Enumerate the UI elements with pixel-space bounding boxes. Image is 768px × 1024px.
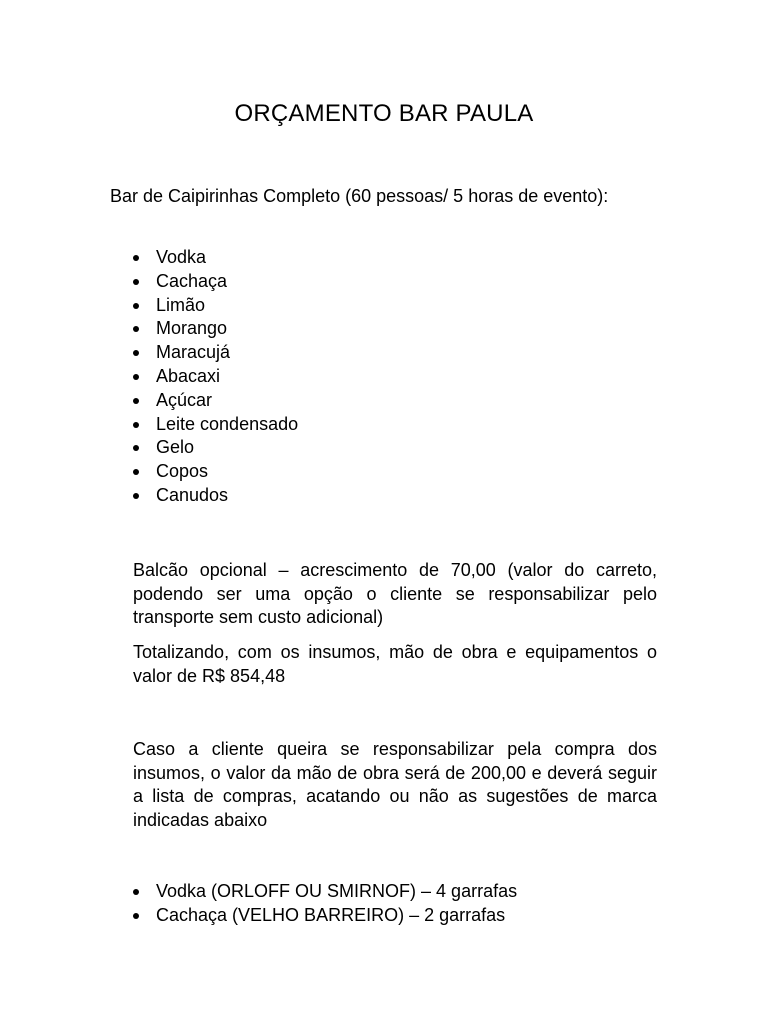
bullet-icon bbox=[133, 326, 139, 332]
list-item: Vodka (ORLOFF OU SMIRNOF) – 4 garrafas bbox=[133, 880, 517, 904]
caso-paragraph: Caso a cliente queira se responsabilizar pela compra dos insumos, o valor da mão de obra será de 200,00 e deverá seguir a lista de compras, acatando ou não as sugestões de marca indicadas abaixo bbox=[133, 739, 657, 830]
document-title: ORÇAMENTO BAR PAULA bbox=[234, 100, 534, 127]
list-item: Canudos bbox=[133, 484, 298, 508]
bullet-icon bbox=[133, 279, 139, 285]
bullet-icon bbox=[133, 398, 139, 404]
bullet-icon bbox=[133, 469, 139, 475]
list-item: Maracujá bbox=[133, 341, 298, 365]
list-item: Cachaça bbox=[133, 270, 298, 294]
list-item: Gelo bbox=[133, 436, 298, 460]
list-item: Vodka bbox=[133, 246, 298, 270]
bullet-icon bbox=[133, 422, 139, 428]
intro-paragraph: Bar de Caipirinhas Completo (60 pessoas/ 5 horas de evento): bbox=[110, 186, 609, 206]
bullet-icon bbox=[133, 493, 139, 499]
total-paragraph: Totalizando, com os insumos, mão de obra e equipamentos o valor de R$ 854,48 bbox=[133, 642, 657, 686]
bullet-icon bbox=[133, 350, 139, 356]
bullet-icon bbox=[133, 445, 139, 451]
list-item: Açúcar bbox=[133, 389, 298, 413]
bullet-icon bbox=[133, 303, 139, 309]
ingredients-list bbox=[133, 246, 298, 508]
bullet-icon bbox=[133, 913, 139, 919]
bullet-icon bbox=[133, 374, 139, 380]
list-item: Leite condensado bbox=[133, 413, 298, 437]
list-item: Cachaça (VELHO BARREIRO) – 2 garrafas bbox=[133, 904, 517, 928]
bullet-icon bbox=[133, 889, 139, 895]
bullet-icon bbox=[133, 255, 139, 261]
list-item: Abacaxi bbox=[133, 365, 298, 389]
list-item: Copos bbox=[133, 460, 298, 484]
balcao-paragraph: Balcão opcional – acrescimento de 70,00 (valor do carreto, podendo ser uma opção o cliente se responsabilizar pelo transporte sem custo adicional) bbox=[133, 560, 657, 627]
list-item: Limão bbox=[133, 294, 298, 318]
list-item: Morango bbox=[133, 317, 298, 341]
shopping-list bbox=[133, 880, 517, 928]
